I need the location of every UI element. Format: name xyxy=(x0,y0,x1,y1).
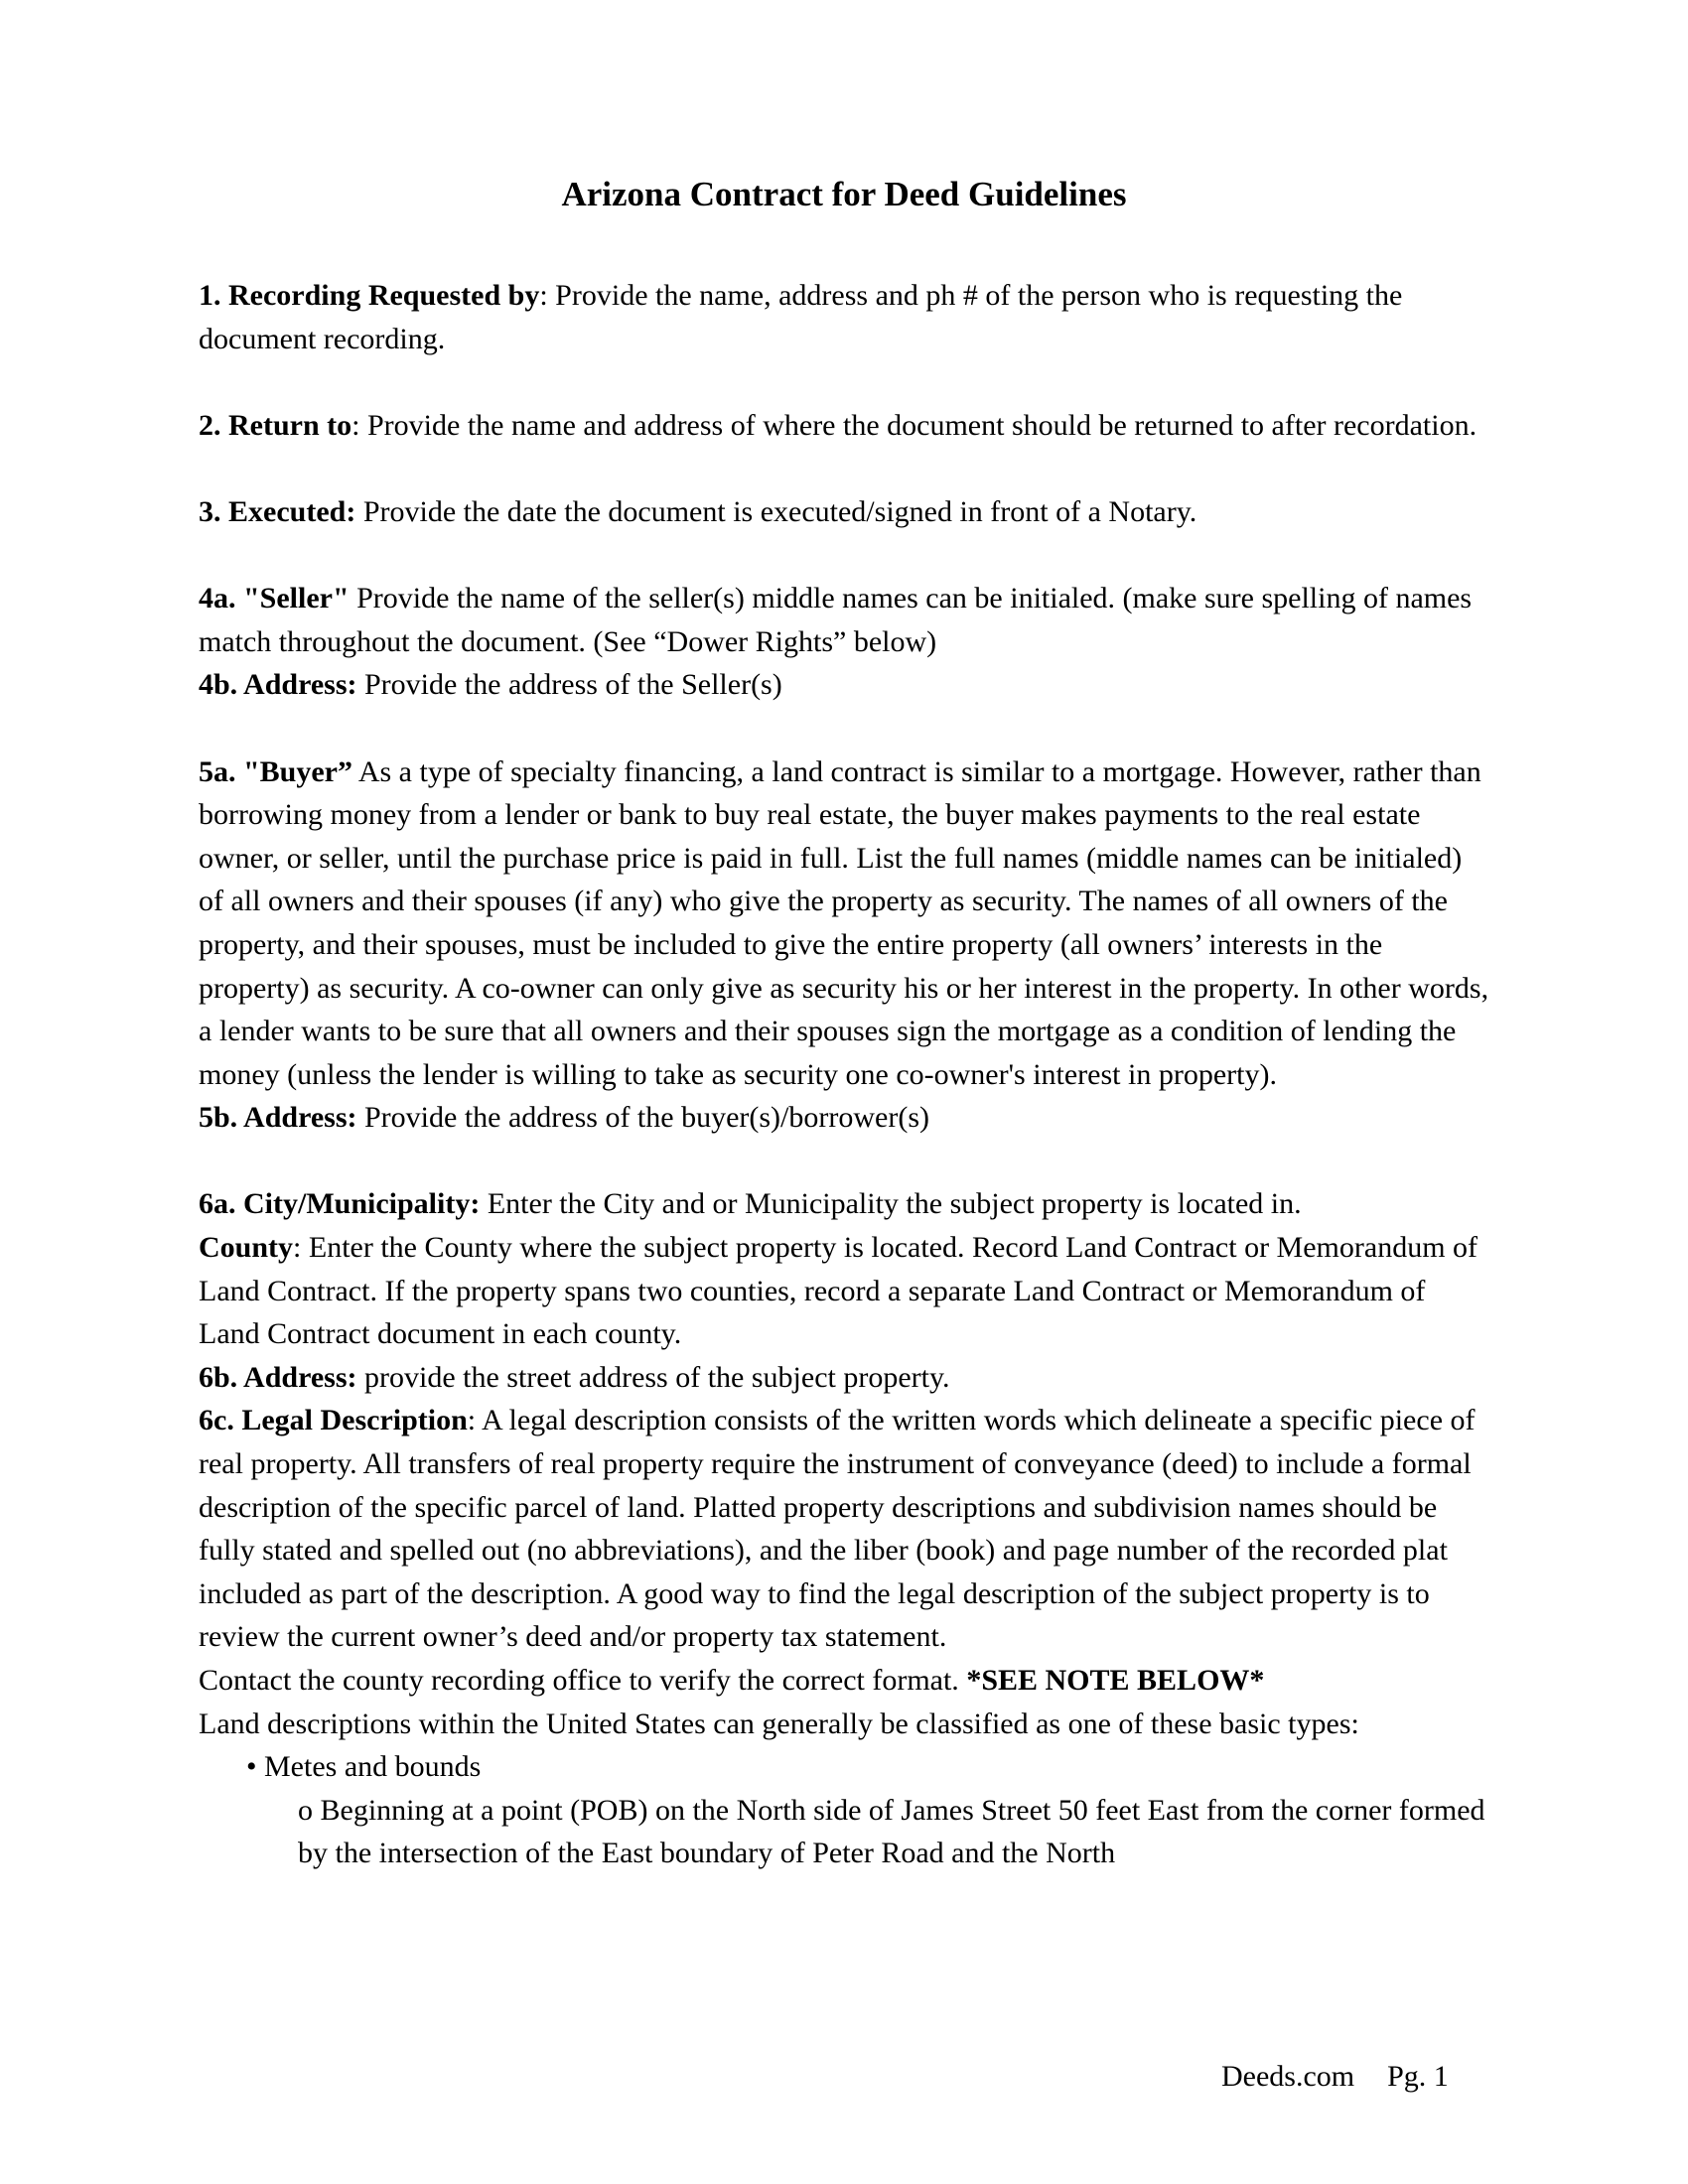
section-text: Provide the name of the seller(s) middle names can be initialed. (make sure spelling of names match throughout the document. (See “Dower Rights” below) xyxy=(199,582,1473,658)
guidelines-body xyxy=(199,274,1489,1875)
section-1-recording-requested-by xyxy=(199,274,1489,360)
see-note-below: *SEE NOTE BELOW* xyxy=(966,1664,1265,1697)
section-label: 6c. Legal Description xyxy=(199,1404,468,1437)
page-number: Pg. 1 xyxy=(1387,2060,1449,2093)
contact-text: Contact the county recording office to verify the correct format. xyxy=(199,1664,967,1697)
section-5a-buyer xyxy=(199,751,1489,1097)
section-text: : Provide the name, address and ph # of the person who is requesting the document recording. xyxy=(199,279,1403,355)
section-label: 5b. Address: xyxy=(199,1101,357,1135)
section-text: Enter the City and or Municipality the subject property is located in. xyxy=(480,1187,1302,1221)
section-text: : Enter the County where the subject property is located. Record Land Contract or Memorandum of Land Contract. If the property spans two counties, record a separate Land Contract or Memorandum of Land Contract document in each county. xyxy=(199,1231,1478,1351)
contact-note xyxy=(199,1659,1489,1703)
land-types-intro: Land descriptions within the United States can generally be classified as one of these basic types: xyxy=(199,1706,1359,1740)
section-4a-seller xyxy=(199,577,1489,663)
section-text: Provide the address of the Seller(s) xyxy=(356,668,782,702)
section-5b-address xyxy=(199,1096,1489,1140)
section-label: 6b. Address: xyxy=(199,1360,357,1394)
section-6a-city xyxy=(199,1182,1489,1226)
page-title: Arizona Contract for Deed Guidelines xyxy=(561,175,1127,213)
section-3-executed xyxy=(199,490,1489,534)
section-text: : A legal description consists of the written words which delineate a specific piece of real property. All transfers of real property require the instrument of conveyance (deed) to include a formal description of the specific parcel of land. Platted property descriptions and subdivision names should be fully stated and spelled out (no abbreviations), and the liber (book) and page number of the recorded plat included as part of the description. A good way to find the legal description of the subject property is to review the current owner’s deed and/or property tax statement. xyxy=(199,1404,1476,1654)
section-county xyxy=(199,1226,1489,1356)
page-footer xyxy=(1221,2057,1449,2097)
section-4b-address xyxy=(199,663,1489,707)
section-6c-legal-description xyxy=(199,1399,1489,1659)
list-item-metes-and-bounds: • Metes and bounds xyxy=(246,1750,482,1784)
section-label: 4a. "Seller" xyxy=(199,582,350,615)
section-label: 5a. "Buyer” xyxy=(199,754,352,788)
section-2-return-to xyxy=(199,404,1489,448)
sub-list-item-example: o Beginning at a point (POB) on the North side of James Street 50 feet East from the corner formed by the intersection of the East boundary of Peter Road and the North xyxy=(298,1793,1485,1870)
section-text: provide the street address of the subject property. xyxy=(356,1360,950,1394)
section-label: County xyxy=(199,1231,294,1265)
section-text: Provide the address of the buyer(s)/borrower(s) xyxy=(356,1101,929,1135)
section-text: Provide the date the document is executed/signed in front of a Notary. xyxy=(355,494,1197,528)
footer-site: Deeds.com xyxy=(1221,2060,1355,2093)
section-label: 2. Return to xyxy=(199,408,352,442)
section-label: 4b. Address: xyxy=(199,668,357,702)
section-text: : Provide the name and address of where the document should be returned to after recordation. xyxy=(352,408,1477,442)
section-label: 3. Executed: xyxy=(199,494,356,528)
section-text: As a type of specialty financing, a land contract is similar to a mortgage. However, rather than borrowing money from a lender or bank to buy real estate, the buyer makes payments to the real estate owner, or seller, until the purchase price is paid in full. List the full names (middle names can be initialed) of all owners and their spouses (if any) who give the property as security. The names of all owners of the property, and their spouses, must be included to give the entire property (all owners’ interests in the property) as security. A co-owner can only give as security his or her interest in the property. In other words, a lender wants to be sure that all owners and their spouses sign the mortgage as a condition of lending the money (unless the lender is willing to take as security one co-owner's interest in property). xyxy=(199,754,1489,1091)
section-label: 6a. City/Municipality: xyxy=(199,1187,481,1221)
section-6b-address xyxy=(199,1356,1489,1400)
section-label: 1. Recording Requested by xyxy=(199,279,540,312)
